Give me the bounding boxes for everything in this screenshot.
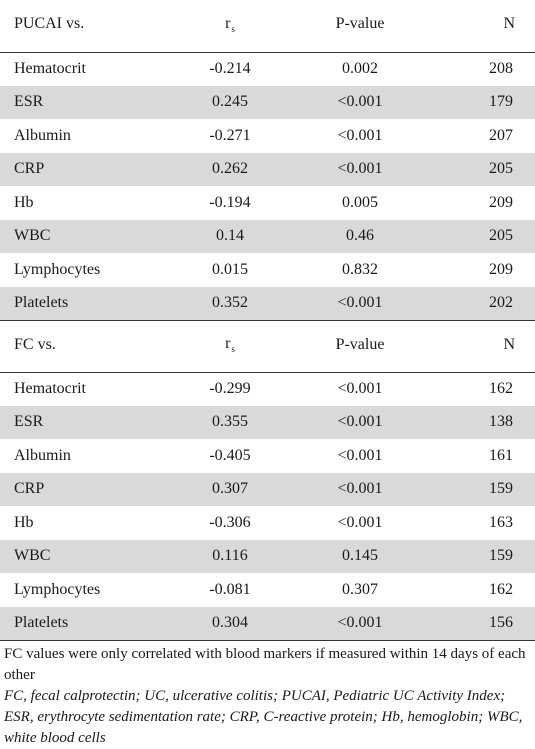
fc-section (0, 320, 535, 640)
p-value-header: P-value (335, 335, 385, 353)
rs-letter: r (225, 14, 231, 32)
table-row (0, 186, 535, 220)
n-value: 138 (489, 413, 513, 431)
rs-value: 0.262 (212, 160, 248, 178)
table-row (0, 287, 535, 321)
pucai-header-row (0, 0, 535, 52)
marker-name: Lymphocytes (14, 260, 101, 278)
p-value: 0.46 (346, 227, 374, 245)
p-value: <0.001 (337, 294, 383, 311)
table-row (0, 220, 535, 254)
fc-header-row (0, 320, 535, 372)
p-value: <0.001 (337, 126, 383, 144)
rs-value: -0.194 (209, 193, 251, 211)
n-value: 162 (489, 380, 513, 397)
n-value: 205 (489, 227, 513, 245)
p-value: 0.145 (342, 547, 378, 565)
marker-name: Albumin (14, 446, 71, 464)
pucai-section (0, 0, 535, 320)
rs-value: 0.307 (212, 480, 248, 498)
table-row (0, 253, 535, 287)
table-row (0, 573, 535, 607)
n-value: 156 (489, 614, 513, 631)
rs-value: -0.306 (209, 513, 251, 531)
p-value: <0.001 (337, 93, 383, 111)
n-header: N (503, 15, 515, 33)
n-value: 161 (489, 446, 513, 464)
table-row (0, 439, 535, 473)
rs-header (180, 0, 280, 52)
marker-name: ESR (14, 93, 44, 111)
marker-name: Albumin (14, 126, 71, 144)
n-value: 202 (489, 294, 513, 311)
marker-name: Hematocrit (14, 380, 86, 397)
p-value: 0.002 (342, 60, 378, 77)
marker-name: Lymphocytes (14, 580, 101, 598)
n-value: 207 (489, 126, 513, 144)
p-value: 0.307 (342, 580, 378, 598)
marker-name: Hb (14, 513, 34, 531)
n-value: 163 (489, 513, 513, 531)
n-header: N (503, 335, 515, 353)
table-row (0, 372, 535, 406)
rs-subscript: s (231, 344, 235, 354)
table-row (0, 607, 535, 641)
footnote: FC values were only correlated with blood markers if measured within 14 days of each other (4, 645, 526, 683)
table-row (0, 506, 535, 540)
table-row (0, 119, 535, 153)
rs-value: -0.081 (209, 580, 251, 598)
n-value: 205 (489, 160, 513, 178)
table-row (0, 86, 535, 120)
table-row (0, 473, 535, 507)
table-notes (0, 641, 535, 749)
table-row (0, 52, 535, 86)
p-value: 0.832 (342, 260, 378, 278)
rs-value: 0.14 (216, 227, 244, 245)
n-value: 179 (489, 93, 513, 111)
marker-name: Platelets (14, 614, 69, 631)
table-row (0, 406, 535, 440)
p-value: <0.001 (337, 614, 383, 631)
p-value: 0.005 (342, 193, 378, 211)
p-value: <0.001 (337, 380, 383, 397)
n-value: 162 (489, 580, 513, 598)
p-value: <0.001 (337, 513, 383, 531)
n-value: 209 (489, 260, 513, 278)
marker-name: ESR (14, 413, 44, 431)
pucai-header-label: PUCAI vs. (14, 15, 85, 33)
rs-letter: r (225, 335, 231, 352)
marker-name: Hb (14, 193, 34, 211)
p-value: <0.001 (337, 413, 383, 431)
n-value: 159 (489, 480, 513, 498)
p-value: <0.001 (337, 446, 383, 464)
rs-value: 0.304 (212, 614, 248, 631)
rs-value: 0.245 (212, 93, 248, 111)
p-value-header: P-value (335, 15, 385, 33)
abbreviations: FC, fecal calprotectin; UC, ulcerative colitis; PUCAI, Pediatric UC Activity Index; ESR, erythrocyte sedimentation rate; CRP, C-reactive protein; Hb, hemoglobin; WBC, white blood cells (4, 687, 523, 746)
marker-name: WBC (14, 547, 51, 565)
rs-value: 0.015 (212, 260, 248, 278)
table-row (0, 540, 535, 574)
marker-name: CRP (14, 160, 45, 178)
table-row (0, 153, 535, 187)
p-value: <0.001 (337, 160, 383, 178)
rs-value: -0.271 (209, 126, 251, 144)
rs-subscript: s (231, 23, 235, 34)
marker-name: CRP (14, 480, 45, 498)
rs-value: -0.299 (209, 380, 251, 397)
n-value: 159 (489, 547, 513, 565)
rs-value: 0.352 (212, 294, 248, 311)
marker-name: Platelets (14, 294, 69, 311)
marker-name: WBC (14, 227, 51, 245)
rs-value: -0.214 (209, 60, 251, 77)
n-value: 208 (489, 60, 513, 77)
rs-value: 0.116 (212, 547, 248, 565)
n-value: 209 (489, 193, 513, 211)
fc-header-label: FC vs. (14, 335, 56, 353)
marker-name: Hematocrit (14, 60, 86, 77)
rs-value: -0.405 (209, 446, 251, 464)
rs-header (180, 320, 280, 372)
p-value: <0.001 (337, 480, 383, 498)
rs-value: 0.355 (212, 413, 248, 431)
